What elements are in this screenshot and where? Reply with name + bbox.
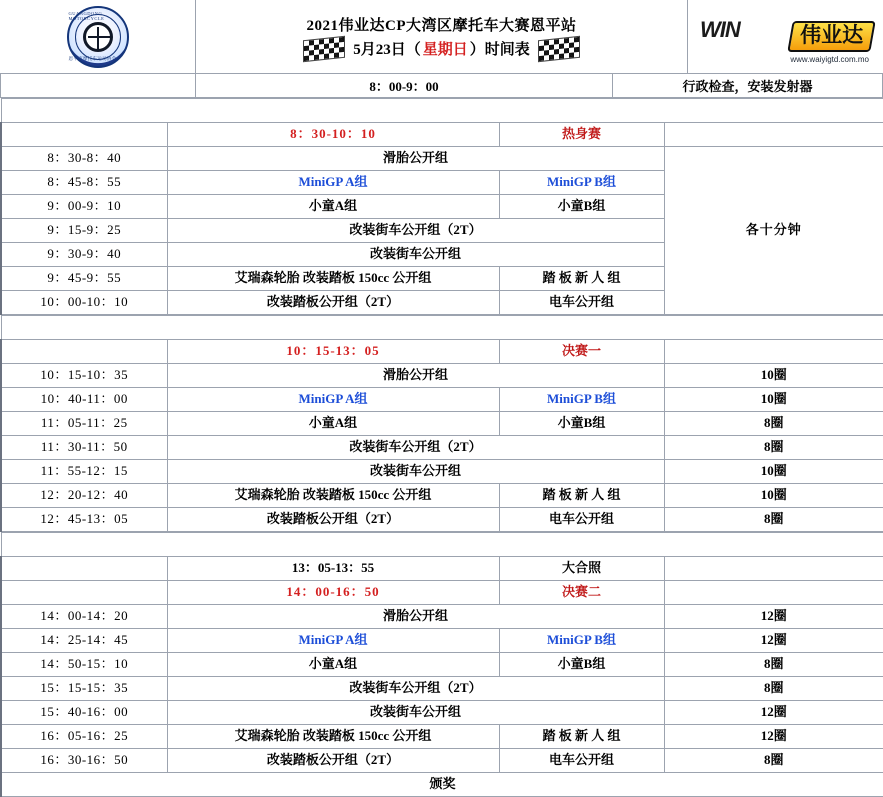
row-time: 15：40-16：00 (1, 701, 167, 725)
document-header (0, 0, 883, 98)
section-warmup-title-row (1, 123, 883, 147)
row-time: 12：20-12：40 (1, 484, 167, 508)
section-warmup-empty-cell (1, 123, 167, 147)
section-final-two-time: 14：00-16：50 (167, 581, 499, 605)
row-time: 9：15-9：25 (1, 219, 167, 243)
row-laps: 8圈 (664, 653, 883, 677)
row-group: 改装街车公开组（2T） (167, 436, 664, 460)
row-group-a: 艾瑞森轮胎 改装踏板 150cc 公开组 (167, 267, 499, 291)
row-group-b: 电车公开组 (499, 749, 664, 773)
section-final-two (0, 532, 883, 797)
row-laps: 12圈 (664, 629, 883, 653)
group-photo-name: 大合照 (499, 557, 664, 581)
logo-top-text: GUANGDONG MOTORCYCLE (68, 10, 105, 21)
group-photo-empty-cell (1, 557, 167, 581)
table-row (1, 147, 883, 171)
warmup-note: 各十分钟 (664, 147, 883, 315)
row-laps: 10圈 (664, 484, 883, 508)
row-laps: 8圈 (664, 677, 883, 701)
row-time: 16：05-16：25 (1, 725, 167, 749)
row-time: 11：55-12：15 (1, 460, 167, 484)
row-laps: 8圈 (664, 508, 883, 532)
table-row (1, 605, 883, 629)
row-group: 滑胎公开组 (167, 147, 664, 171)
row-group-a: 小童A组 (167, 195, 499, 219)
row-time: 9：00-9：10 (1, 195, 167, 219)
page-title: 2021伟业达CP大湾区摩托车大赛恩平站 (306, 17, 577, 34)
row-time: 10：00-10：10 (1, 291, 167, 315)
table-row (1, 629, 883, 653)
section-final-two-title-row (1, 581, 883, 605)
row-group: 改装街车公开组（2T） (167, 677, 664, 701)
row-time: 10：15-10：35 (1, 364, 167, 388)
row-time: 10：40-11：00 (1, 388, 167, 412)
group-photo-row (1, 557, 883, 581)
awards-row (1, 773, 883, 797)
row-group-b: 小童B组 (499, 412, 664, 436)
admin-left-empty (0, 74, 196, 98)
admin-check-row (0, 74, 883, 98)
row-group: 滑胎公开组 (167, 605, 664, 629)
brand-plate (787, 21, 875, 52)
row-group: 改装街车公开组（2T） (167, 219, 664, 243)
row-group-b: 电车公开组 (499, 291, 664, 315)
row-group-a: 改装踏板公开组（2T） (167, 508, 499, 532)
row-time: 16：30-16：50 (1, 749, 167, 773)
row-group-b: 踏 板 新 人 组 (499, 267, 664, 291)
row-time: 14：50-15：10 (1, 653, 167, 677)
checkered-flag-icon-left (303, 35, 345, 61)
logo-bottom-text: 恩平市摩托车运动协会 (68, 55, 117, 61)
admin-check-time: 8：00-9：00 (196, 74, 613, 98)
row-group-b: 小童B组 (499, 653, 664, 677)
row-group: 改装街车公开组 (167, 460, 664, 484)
table-row (1, 436, 883, 460)
section-warmup-title-blank (664, 123, 883, 147)
table-row (1, 508, 883, 532)
row-group-a: 小童A组 (167, 412, 499, 436)
table-row (1, 653, 883, 677)
row-time: 8：45-8：55 (1, 171, 167, 195)
row-time: 14：25-14：45 (1, 629, 167, 653)
row-group-a: MiniGP A组 (167, 629, 499, 653)
section-final-one-empty-cell (1, 340, 167, 364)
section-final-one-name: 决赛一 (499, 340, 664, 364)
row-time: 9：45-9：55 (1, 267, 167, 291)
table-row (1, 364, 883, 388)
section-final-one-title-row (1, 340, 883, 364)
section-final-one-time: 10：15-13：05 (167, 340, 499, 364)
page-subtitle (353, 38, 530, 59)
table-row (1, 701, 883, 725)
row-group-a: MiniGP A组 (167, 388, 499, 412)
steering-wheel-icon (83, 22, 113, 52)
subtitle-prefix: 5月23日（ (353, 42, 421, 58)
table-row (1, 725, 883, 749)
row-time: 8：30-8：40 (1, 147, 167, 171)
table-row (1, 412, 883, 436)
row-time: 12：45-13：05 (1, 508, 167, 532)
subtitle-highlight: 星期日 (422, 42, 468, 58)
section-warmup-name: 热身赛 (499, 123, 664, 147)
table-row (1, 677, 883, 701)
admin-check-note: 行政检查，安装发射器 (613, 74, 883, 98)
group-photo-time: 13：05-13：55 (167, 557, 499, 581)
row-laps: 12圈 (664, 605, 883, 629)
section-final-two-title-blank (664, 581, 883, 605)
table-row (1, 484, 883, 508)
row-laps: 12圈 (664, 725, 883, 749)
row-group-b: 小童B组 (499, 195, 664, 219)
section-final-one-title-blank (664, 340, 883, 364)
section-final-one (0, 315, 883, 532)
table-row (1, 749, 883, 773)
row-time: 15：15-15：35 (1, 677, 167, 701)
row-laps: 8圈 (664, 412, 883, 436)
row-group: 改装街车公开组 (167, 243, 664, 267)
row-group-b: MiniGP B组 (499, 629, 664, 653)
table-row (1, 460, 883, 484)
row-laps: 10圈 (664, 364, 883, 388)
sponsor-brand (687, 0, 883, 73)
row-group-a: 艾瑞森轮胎 改装踏板 150cc 公开组 (167, 725, 499, 749)
row-group: 滑胎公开组 (167, 364, 664, 388)
row-group-b: 电车公开组 (499, 508, 664, 532)
row-laps: 8圈 (664, 436, 883, 460)
brand-win-text: WIN (700, 16, 740, 42)
row-group: 改装街车公开组 (167, 701, 664, 725)
row-laps: 10圈 (664, 388, 883, 412)
section-final-two-empty-cell (1, 581, 167, 605)
awards-label: 颁奖 (1, 773, 883, 797)
brand-chinese-name: 伟业达 (800, 23, 864, 47)
row-time: 9：30-9：40 (1, 243, 167, 267)
row-group-a: 小童A组 (167, 653, 499, 677)
row-group-b: MiniGP B组 (499, 171, 664, 195)
row-time: 11：05-11：25 (1, 412, 167, 436)
row-group-a: MiniGP A组 (167, 171, 499, 195)
row-group-b: 踏 板 新 人 组 (499, 484, 664, 508)
row-group-b: 踏 板 新 人 组 (499, 725, 664, 749)
subtitle-suffix: ）时间表 (469, 42, 530, 58)
row-laps: 8圈 (664, 749, 883, 773)
section-final-two-name: 决赛二 (499, 581, 664, 605)
row-group-a: 艾瑞森轮胎 改装踏板 150cc 公开组 (167, 484, 499, 508)
row-laps: 12圈 (664, 701, 883, 725)
row-group-b: MiniGP B组 (499, 388, 664, 412)
brand-url: www.waiyigtd.com.mo (790, 54, 869, 64)
checkered-flag-icon-right (538, 35, 580, 61)
row-group-a: 改装踏板公开组（2T） (167, 749, 499, 773)
group-photo-blank (664, 557, 883, 581)
row-time: 14：00-14：20 (1, 605, 167, 629)
row-time: 11：30-11：50 (1, 436, 167, 460)
section-warmup-time: 8：30-10：10 (167, 123, 499, 147)
section-warmup (0, 98, 883, 315)
table-row (1, 388, 883, 412)
row-laps: 10圈 (664, 460, 883, 484)
association-logo (0, 0, 196, 73)
row-group-a: 改装踏板公开组（2T） (167, 291, 499, 315)
